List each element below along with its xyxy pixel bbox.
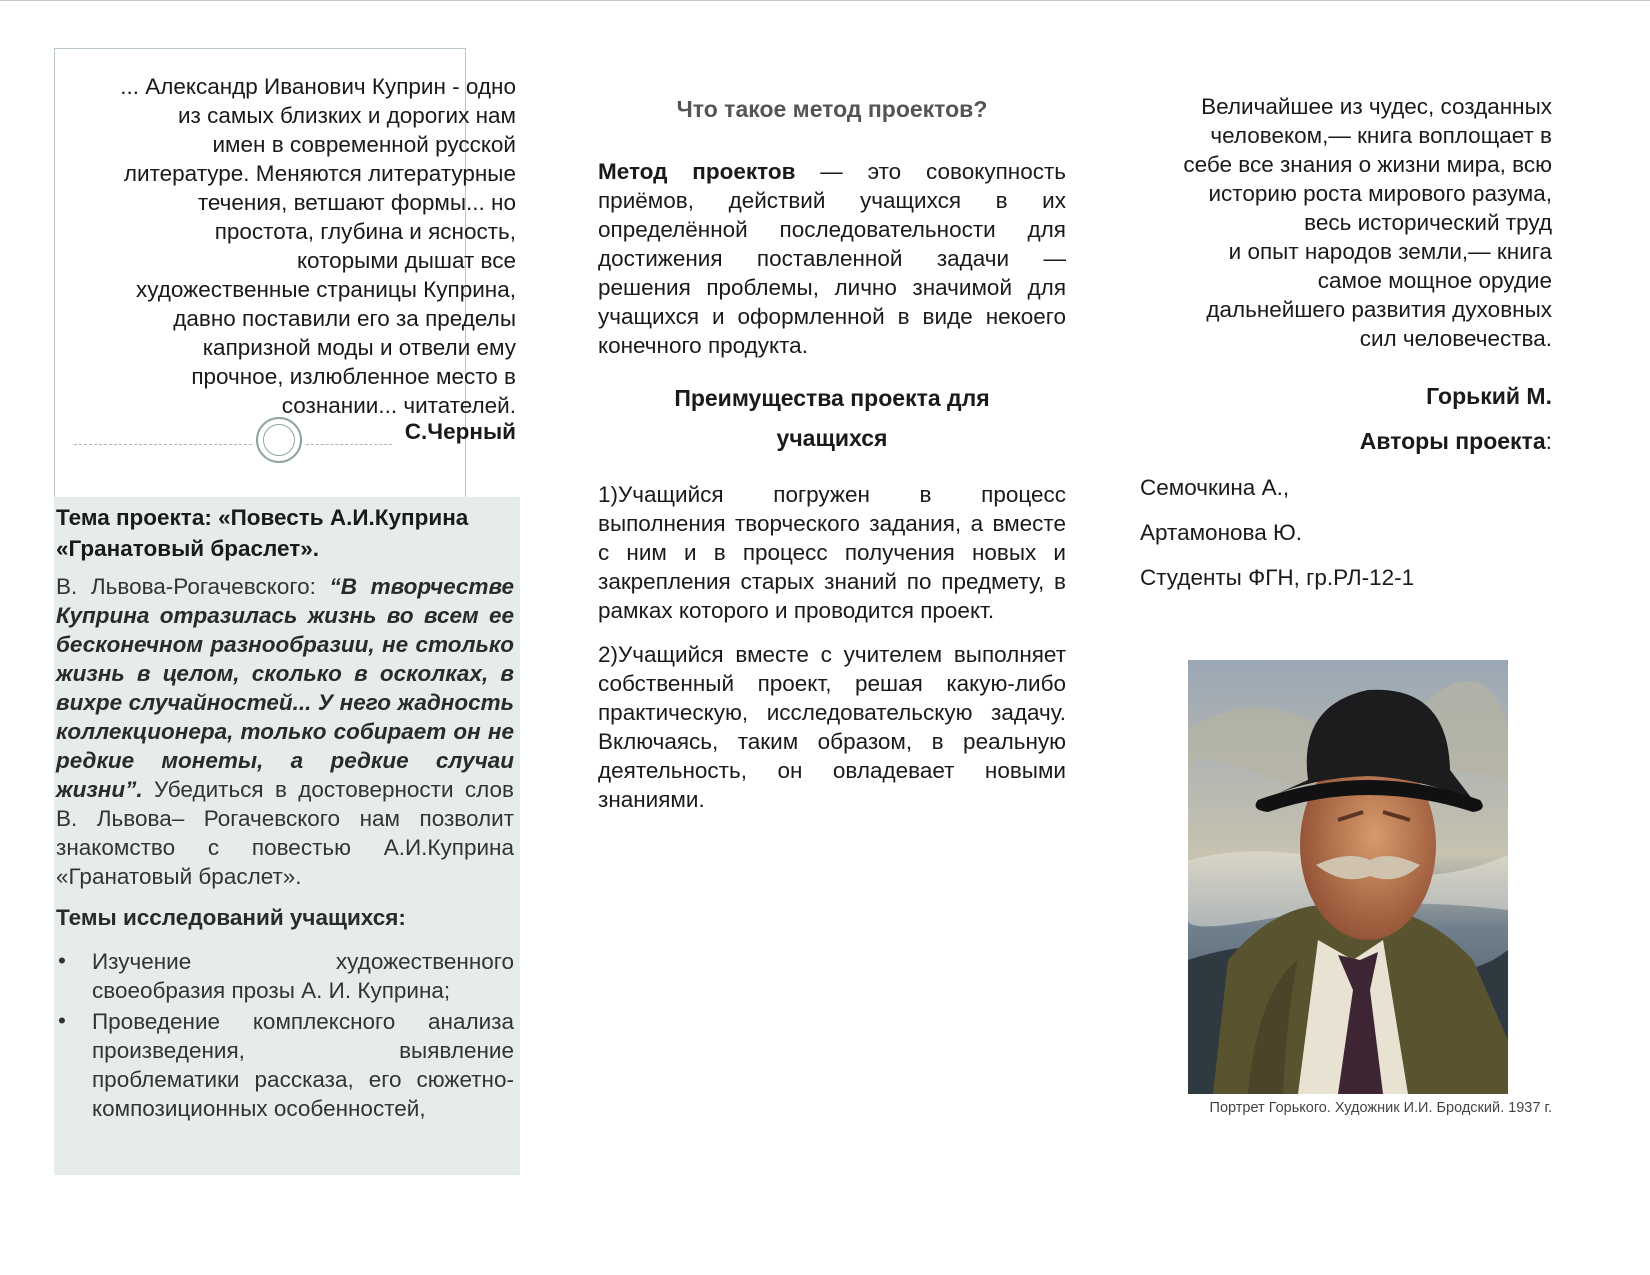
advantages-heading [598,378,1066,458]
bullet-icon: • [58,1008,66,1033]
critic-name: В. Львова-Рогачевского: [56,574,330,599]
kuprin-quote [70,72,516,420]
quote-line: сознании... читателей. [281,393,516,418]
advantages-heading-line: Преимущества проекта для [674,385,990,411]
project-method-definition [598,157,1066,360]
definition-term: Метод проектов [598,159,796,184]
quote-line: дальнейшего развития духовных [1206,297,1552,322]
research-topics-heading: Темы исследований учащихся: [56,905,406,930]
quote-author-chernyi: С.Черный [404,419,516,444]
quote-author-gorky: Горький М. [1426,383,1552,409]
quote-line: человеком,— книга воплощает в [1210,123,1552,148]
project-authors-heading [1120,428,1552,455]
quote-line: прочное, излюбленное место в [191,364,516,389]
advantages-heading-line: учащихся [776,425,888,451]
divider-line-left [74,444,252,445]
middle-column [598,96,1066,829]
research-topics-list [56,947,514,1123]
advantage-item-1: 1)Учащийся погружен в процесс выполнения творческого задания, а вместе с ним и в процесс получения новых и закрепления старых знаний по предмету, в рамках которого и проводится проект. [598,482,1066,623]
quote-line: из самых близких и дорогих нам [177,103,516,128]
list-item [56,1007,514,1123]
quote-line: ... Александр Иванович Куприн - одно [120,74,516,99]
quote-line: простота, глубина и ясность, [214,219,516,244]
critic-quote-followup: Убедиться в достоверности слов В. Львова– Рогачевского нам позволит знакомство с повестью А.И.Куприна «Гранатовый браслет». [56,777,514,889]
quote-line: сил человечества. [1359,326,1552,351]
quote-line: течения, ветшают формы... но [197,190,516,215]
author-name: Артамонова Ю. [1140,520,1302,545]
author-group: Студенты ФГН, гр.РЛ-12-1 [1140,565,1415,590]
quote-line: литературе. Меняются литературные [123,161,516,186]
authors-heading-colon: : [1545,428,1552,454]
quote-line: историю роста мирового разума, [1208,181,1552,206]
project-theme-content [56,502,514,1125]
quote-line: имен в современной русской [212,132,516,157]
gorky-quote [1120,92,1552,353]
top-border-line [0,0,1650,1]
quote-line: весь исторический труд [1304,210,1552,235]
quote-line: себе все знания о жизни мира, всю [1183,152,1552,177]
topic-text: Изучение художественного своеобразия прозы А. И. Куприна; [92,949,514,1003]
critic-quote: “В творчестве Куприна отразилась жизнь во всем ее бесконечном разнообразии, не столько жизнь в целом, сколько в осколках, в вихре случайностей... У него жадность коллекционера, только собирает он не редкие монеты, а редкие случаи жизни”. [56,574,514,802]
quote-line: самое мощное орудие [1317,268,1552,293]
bullet-icon: • [58,948,66,973]
quote-line: художественные страницы Куприна, [136,277,516,302]
quote-line: капризной моды и отвели ему [202,335,516,360]
quote-line: и опыт народов земли,— книга [1228,239,1552,264]
quote-line: давно поставили его за пределы [173,306,516,331]
topic-text: Проведение комплексного анализа произведения, выявление проблематики рассказа, его сюжетно-композиционных особенностей, [92,1009,514,1121]
quote-line: которыми дышат все [296,248,516,273]
author-name: Семочкина А., [1140,475,1290,500]
critic-quote-paragraph [56,572,514,891]
quote-line: Величайшее из чудес, созданных [1201,94,1552,119]
list-item [56,947,514,1005]
project-method-question: Что такое метод проектов? [676,96,988,122]
divider-line-right [306,444,392,445]
definition-text: — это совокупность приёмов, действий учащихся в их определённой последовательности для достижения поставленной задачи — решения проблемы, лично значимой для учащихся и оформленной в виде некоего конечного продукта. [598,159,1066,358]
advantage-item-2: 2)Учащийся вместе с учителем выполняет собственный проект, решая какую-либо практическую, исследовательскую задачу. Включаясь, таким образом, в реальную деятельность, он овладевает новыми знаниями. [598,642,1066,812]
circle-ornament-icon [256,417,302,463]
gorky-portrait-image [1188,660,1508,1094]
authors-heading-text: Авторы проекта [1359,428,1546,454]
portrait-caption: Портрет Горького. Художник И.И. Бродский. 1937 г. [1209,1100,1552,1116]
project-theme-title: Тема проекта: «Повесть А.И.Куприна «Гранатовый браслет». [56,505,469,561]
